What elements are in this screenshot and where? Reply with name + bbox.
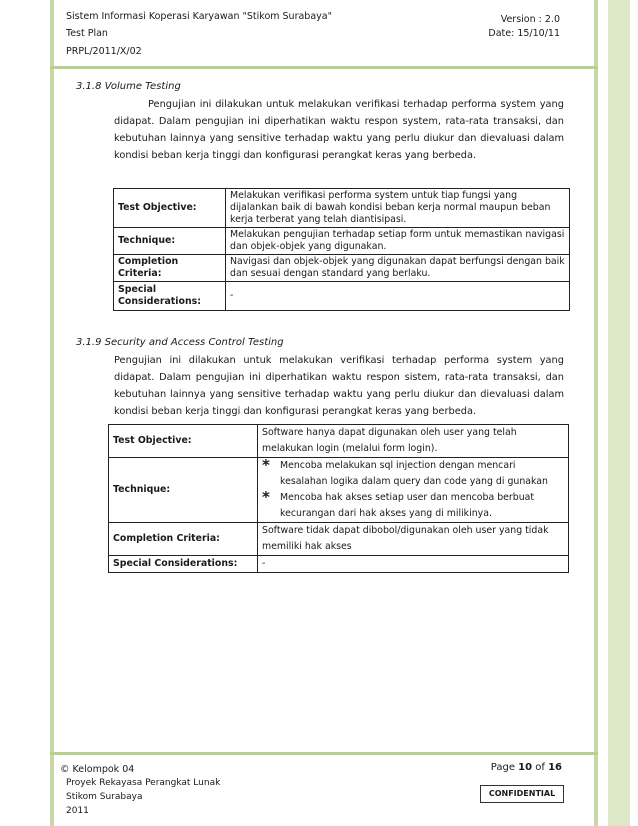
objective-value: Software hanya dapat digunakan oleh user yang telah melakukan login (melalui form login).	[258, 425, 569, 458]
completion-label: Completion Criteria:	[114, 255, 226, 282]
special-value: -	[258, 556, 569, 573]
page-prefix: Page	[490, 762, 519, 773]
side-bar	[608, 0, 630, 826]
technique-bullet	[262, 458, 564, 490]
security-heading: 3.1.9 Security and Access Control Testing	[76, 337, 284, 348]
footer-line-3: 2011	[66, 806, 89, 816]
completion-value: Navigasi dan objek-objek yang digunakan dapat berfungsi dengan baik dan sesuai dengan standard yang berlaku.	[226, 255, 570, 282]
technique-bullet	[262, 490, 564, 522]
security-paragraph: Pengujian ini dilakukan untuk melakukan verifikasi terhadap performa system yang didapat. Dalam pengujian ini diperhatikan waktu respon sistem, rata-rata transaksi, dan kebutuhan lainnya yang sensitive terhadap waktu yang perlu diukur dan dievaluasi dalam kondisi beban kerja tinggi dan konfigurasi perangkat keras yang berbeda.	[114, 355, 564, 417]
footer-divider	[50, 752, 598, 755]
special-label-line-2: Considerations:	[118, 296, 201, 307]
table-row	[109, 425, 569, 458]
technique-value: Melakukan pengujian terhadap setiap form untuk memastikan navigasi dan objek-objek yang digunakan.	[226, 228, 570, 255]
doc-type: Test Plan	[66, 28, 108, 39]
table-row	[109, 458, 569, 523]
technique-bullet-text: Mencoba melakukan sql injection dengan mencari kesalahan logika dalam query dan code yang di gunakan	[280, 460, 548, 487]
copyright: © Kelompok 04	[60, 764, 135, 775]
table-row	[114, 228, 570, 255]
volume-paragraph: Pengujian ini dilakukan untuk melakukan verifikasi terhadap performa system yang didapat. Dalam pengujian ini diperhatikan waktu respon system, rata-rata transaksi, dan kebutuhan lainnya yang sensitive terhadap waktu yang perlu diukur dan dievaluasi dalam kondisi beban kerja tinggi dan konfigurasi perangkat keras yang berbeda.	[114, 99, 564, 161]
footer-line-1: Proyek Rekayasa Perangkat Lunak	[66, 778, 221, 788]
page-of: of	[532, 762, 549, 773]
page-current: 10	[518, 762, 533, 773]
page-number	[491, 762, 562, 773]
special-label	[114, 282, 226, 311]
footer-line-2: Stikom Surabaya	[66, 792, 143, 802]
version: Version : 2.0	[500, 14, 560, 25]
special-label-line-1: Special	[118, 284, 157, 295]
date: Date: 15/10/11	[488, 28, 560, 39]
asterisk-bullet-icon: *	[262, 488, 270, 506]
technique-bullet-text: Mencoba hak akses setiap user dan mencoba berbuat kecurangan dari hak akses yang di milikinya.	[280, 492, 535, 519]
left-border	[50, 0, 54, 826]
table-row	[109, 523, 569, 556]
technique-label: Technique:	[114, 228, 226, 255]
page-total: 16	[548, 762, 562, 773]
table-row	[114, 282, 570, 311]
table-row	[109, 556, 569, 573]
system-title: Sistem Informasi Koperasi Karyawan "Stikom Surabaya"	[66, 11, 332, 22]
doc-code: PRPL/2011/X/02	[66, 46, 142, 57]
special-label: Special Considerations:	[109, 556, 258, 573]
table-row	[114, 255, 570, 282]
header-divider	[50, 66, 598, 69]
confidential-badge: CONFIDENTIAL	[480, 785, 564, 803]
security-test-table	[108, 424, 569, 573]
asterisk-bullet-icon: *	[262, 456, 270, 474]
volume-heading: 3.1.8 Volume Testing	[76, 81, 181, 92]
objective-label: Test Objective:	[109, 425, 258, 458]
completion-label: Completion Criteria:	[109, 523, 258, 556]
objective-label: Test Objective:	[114, 189, 226, 228]
volume-test-table	[113, 188, 570, 311]
table-row	[114, 189, 570, 228]
special-value: -	[226, 282, 570, 311]
objective-value: Melakukan verifikasi performa system untuk tiap fungsi yang dijalankan baik di bawah kondisi beban kerja normal maupun beban kerja terberat yang telah diantisipasi.	[226, 189, 570, 228]
completion-value: Software tidak dapat dibobol/digunakan oleh user yang tidak memiliki hak akses	[258, 523, 569, 556]
technique-value	[258, 458, 569, 523]
technique-label: Technique:	[109, 458, 258, 523]
right-border	[594, 0, 598, 826]
